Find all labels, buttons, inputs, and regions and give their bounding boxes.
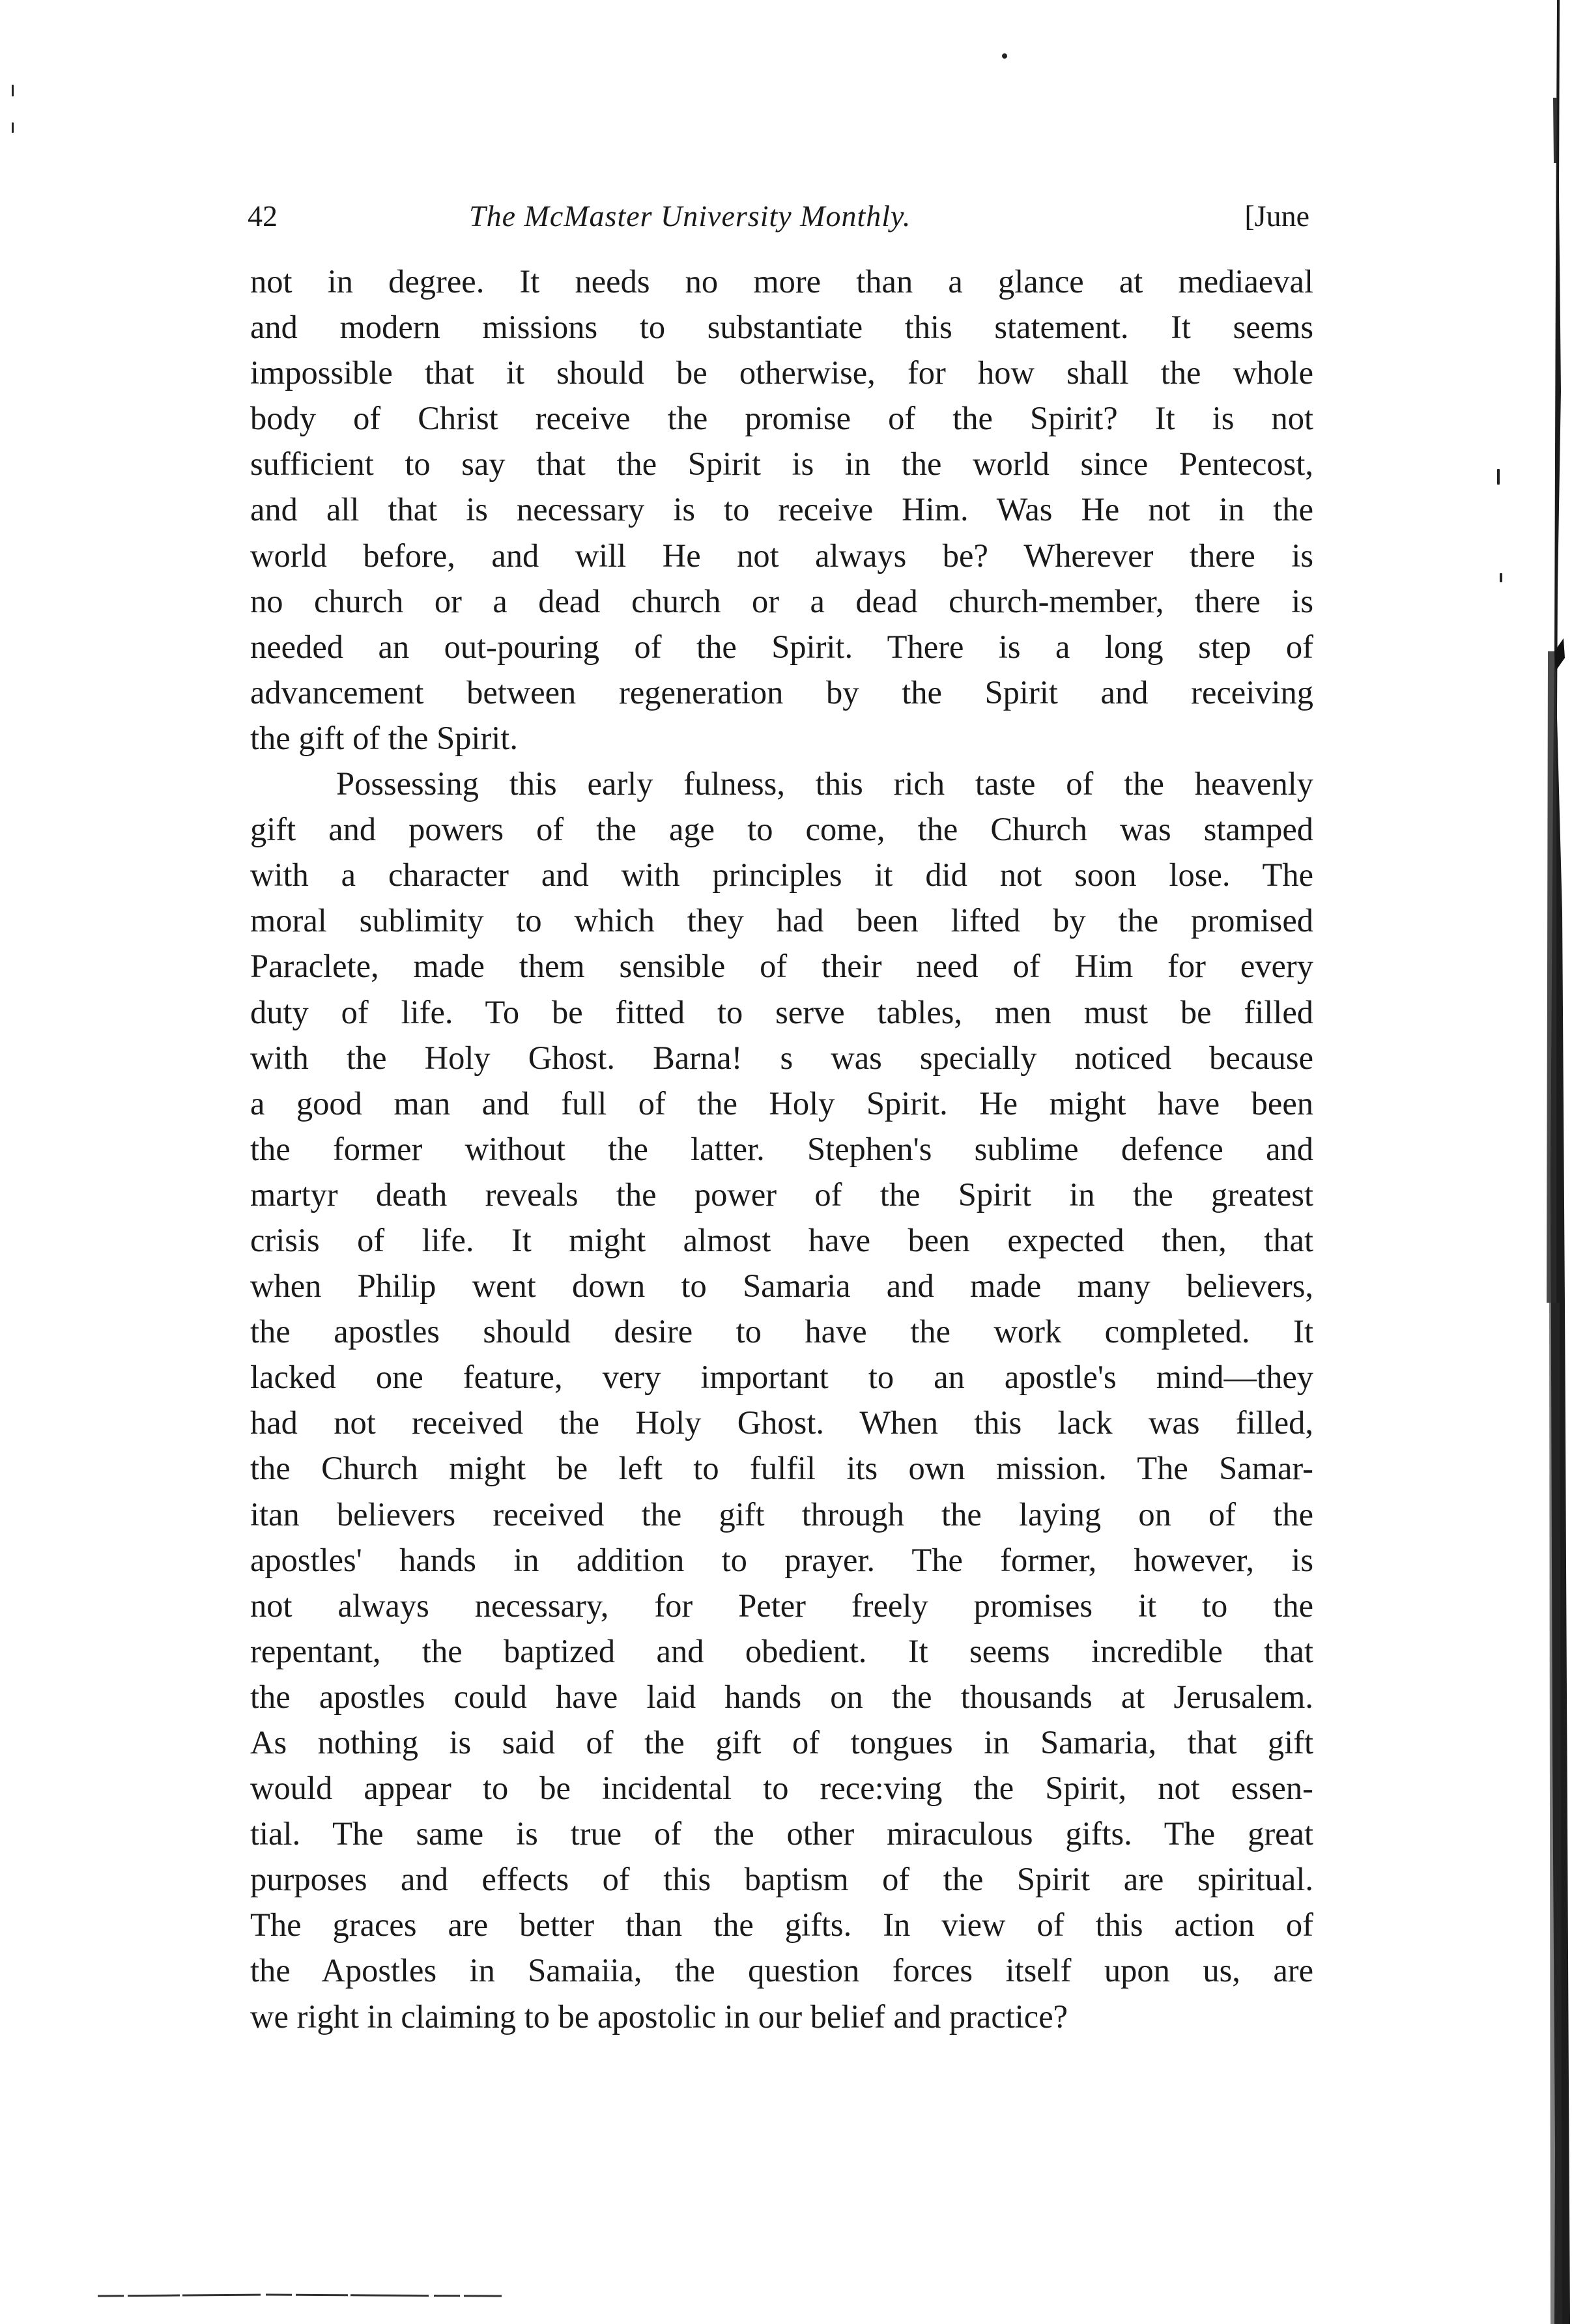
text-line: Possessing this early fulness, this rich taste of the heavenly: [336, 765, 1313, 802]
text-line: the Church might be left to fulfil its own mission. The Samar-: [250, 1450, 1313, 1487]
text-line: crisis of life. It might almost have been expected then, that: [250, 1221, 1313, 1258]
text-line: purposes and effects of this baptism of the Spirit are spiritual.: [250, 1861, 1313, 1898]
text-line: needed an out-pouring of the Spirit. There is a long step of: [250, 628, 1313, 665]
text-line: the apostles could have laid hands on the thousands at Jerusalem.: [250, 1678, 1313, 1715]
running-header: [248, 190, 1309, 242]
text-line: not always necessary, for Peter freely promises it to the: [250, 1587, 1313, 1624]
ink-speck: [1002, 53, 1007, 59]
ink-speck: [12, 85, 14, 96]
text-line: and all that is necessary is to receive Him. Was He not in the: [250, 491, 1313, 528]
text-line: a good man and full of the Holy Spirit. He might have been: [250, 1084, 1313, 1122]
text-line: the Apostles in Samaiia, the question forces itself upon us, are: [250, 1952, 1313, 1989]
text-line: tial. The same is true of the other miraculous gifts. The great: [250, 1815, 1313, 1852]
running-title: The McMaster University Monthly.: [469, 199, 911, 233]
text-line: with a character and with principles it did not soon lose. The: [250, 857, 1313, 894]
text-line: would appear to be incidental to rece:ving the Spirit, not essen-: [250, 1770, 1313, 1807]
article-body: [250, 259, 1313, 2039]
text-line: As nothing is said of the gift of tongues in Samaria, that gift: [250, 1724, 1313, 1761]
ink-speck: [1500, 573, 1502, 582]
text-line: the gift of the Spirit.: [250, 719, 518, 756]
text-line: the former without the latter. Stephen's sublime defence and: [250, 1130, 1313, 1167]
text-line: advancement between regeneration by the Spirit and receiving: [250, 673, 1313, 711]
page-number: 42: [248, 199, 278, 233]
text-line: we right in claiming to be apostolic in our belief and practice?: [250, 1998, 1068, 2035]
text-line: not in degree. It needs no more than a glance at mediaeval: [250, 263, 1313, 300]
text-line: impossible that it should be otherwise, for how shall the whole: [250, 354, 1313, 391]
text-line: martyr death reveals the power of the Spirit in the greatest: [250, 1176, 1313, 1213]
text-line: Paraclete, made them sensible of their need of Him for every: [250, 948, 1313, 985]
text-line: duty of life. To be fitted to serve tables, men must be filled: [250, 993, 1313, 1030]
issue-label: [June: [1244, 199, 1309, 233]
text-line: no church or a dead church or a dead church-member, there is: [250, 582, 1313, 619]
text-line: sufficient to say that the Spirit is in the world since Pentecost,: [250, 446, 1313, 483]
ink-speck: [1497, 469, 1500, 485]
text-line: apostles' hands in addition to prayer. The former, however, is: [250, 1541, 1313, 1578]
text-line: The graces are better than the gifts. In view of this action of: [250, 1906, 1313, 1944]
scan-gutter-shadow: [1492, 0, 1572, 2324]
text-line: with the Holy Ghost. Barna! s was specially noticed because: [250, 1039, 1313, 1076]
text-line: when Philip went down to Samaria and made many believers,: [250, 1268, 1313, 1305]
text-line: lacked one feature, very important to an apostle's mind—they: [250, 1359, 1313, 1396]
text-line: the apostles should desire to have the work completed. It: [250, 1313, 1313, 1350]
text-line: body of Christ receive the promise of the Spirit? It is not: [250, 400, 1313, 437]
text-line: moral sublimity to which they had been lifted by the promised: [250, 902, 1313, 939]
text-line: and modern missions to substantiate this statement. It seems: [250, 309, 1313, 346]
text-line: itan believers received the gift through the laying on of the: [250, 1495, 1313, 1533]
text-line: repentant, the baptized and obedient. It seems incredible that: [250, 1632, 1313, 1669]
text-line: world before, and will He not always be? Wherever there is: [250, 537, 1313, 574]
bottom-scan-rule: [98, 2293, 502, 2299]
ink-speck: [12, 122, 14, 133]
text-line: had not received the Holy Ghost. When this lack was filled,: [250, 1404, 1313, 1441]
text-line: gift and powers of the age to come, the Church was stamped: [250, 811, 1313, 848]
